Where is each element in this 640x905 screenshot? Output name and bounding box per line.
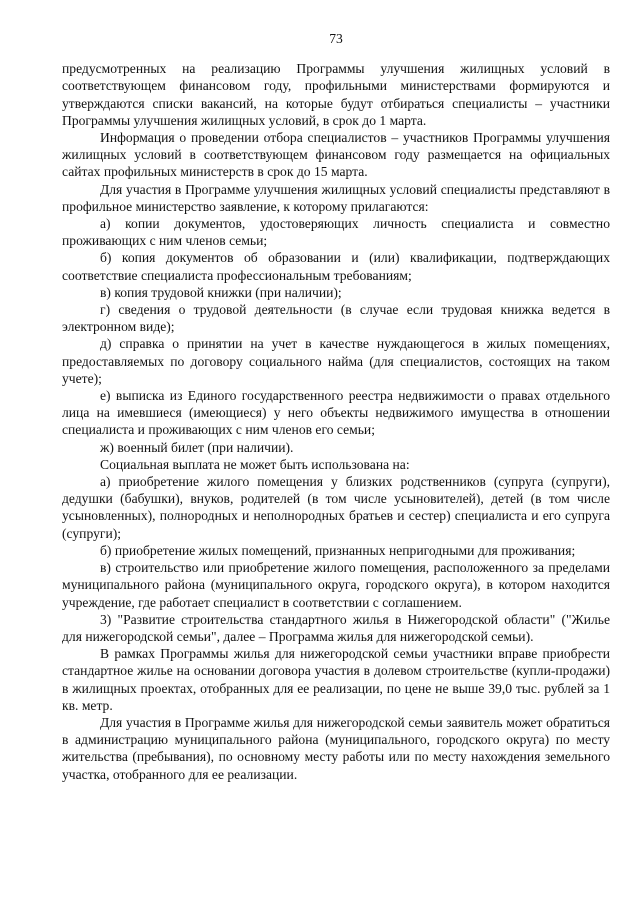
paragraph: В рамках Программы жилья для нижегородской семьи участники вправе приобрести стандартное жилье на основании договора участия в долевом строительстве (купли-продажи) в жилищных проектах, отобранных для ее реализации, по цене не выше 39,0 тыс. рублей за 1 кв. метр. [62,646,610,713]
paragraph: Информация о проведении отбора специалистов – участников Программы улучшения жилищных условий в соответствующем финансовом году размещается на официальных сайтах профильных министерств в срок до 15 марта. [62,130,610,180]
paragraph: предусмотренных на реализацию Программы улучшения жилищных условий в соответствующем финансовом году, профильными министерствами формируются и утверждаются списки вакансий, на которые будут отбираться специалисты – участники Программы улучшения жилищных условий, в срок до 1 марта. [62,61,610,128]
section-item: 3) "Развитие строительства стандартного жилья в Нижегородской области" ("Жилье для нижегородской семьи", далее – Программа жилья для нижегородской семьи). [62,611,610,644]
list-item: е) выписка из Единого государственного реестра недвижимости о правах отдельного лица на имевшиеся (имеющиеся) у него объекты недвижимого имущества в отношении специалиста и проживающих с ним членов его семьи; [62,388,610,438]
list-item: г) сведения о трудовой деятельности (в случае если трудовая книжка ведется в электронном виде); [62,302,610,335]
list-item: а) приобретение жилого помещения у близких родственников (супруга (супруги), дедушки (бабушки), внуков, родителей (в том числе усыновителей), детей (в том числе усыновленных), полнородных и неполнородных братьев и сестер) специалиста и его супруга (супруги); [62,474,610,541]
list-item: а) копии документов, удостоверяющих личность специалиста и совместно проживающих с ним членов семьи; [62,216,610,249]
list-item: д) справка о принятии на учет в качестве нуждающегося в жилых помещениях, предоставляемых по договору социального найма (для специалистов, состоящих на таком учете); [62,336,610,386]
paragraph: Социальная выплата не может быть использована на: [100,456,410,472]
page-number: 73 [329,31,343,46]
list-item: в) копия трудовой книжки (при наличии); [100,284,342,300]
paragraph: Для участия в Программе улучшения жилищных условий специалисты представляют в профильное министерство заявление, к которому прилагаются: [62,181,610,214]
list-item: в) строительство или приобретение жилого помещения, расположенного за пределами муниципального района (муниципального округа, городского округа), в котором находится учреждение, где работает специалист в соответствии с соглашением. [62,560,610,610]
list-item: б) приобретение жилых помещений, признанных непригодными для проживания; [100,542,576,558]
list-item: б) копия документов об образовании и (или) квалификации, подтверждающих соответствие специалиста профессиональным требованиям; [62,250,610,283]
document-page [62,30,610,783]
paragraph: Для участия в Программе жилья для нижегородской семьи заявитель может обратиться в администрацию муниципального района (муниципального, городского округа) по месту жительства (пребывания), по основному месту работы или по месту нахождения земельного участка, отобранного для ее реализации. [62,714,610,782]
list-item: ж) военный билет (при наличии). [100,439,294,455]
